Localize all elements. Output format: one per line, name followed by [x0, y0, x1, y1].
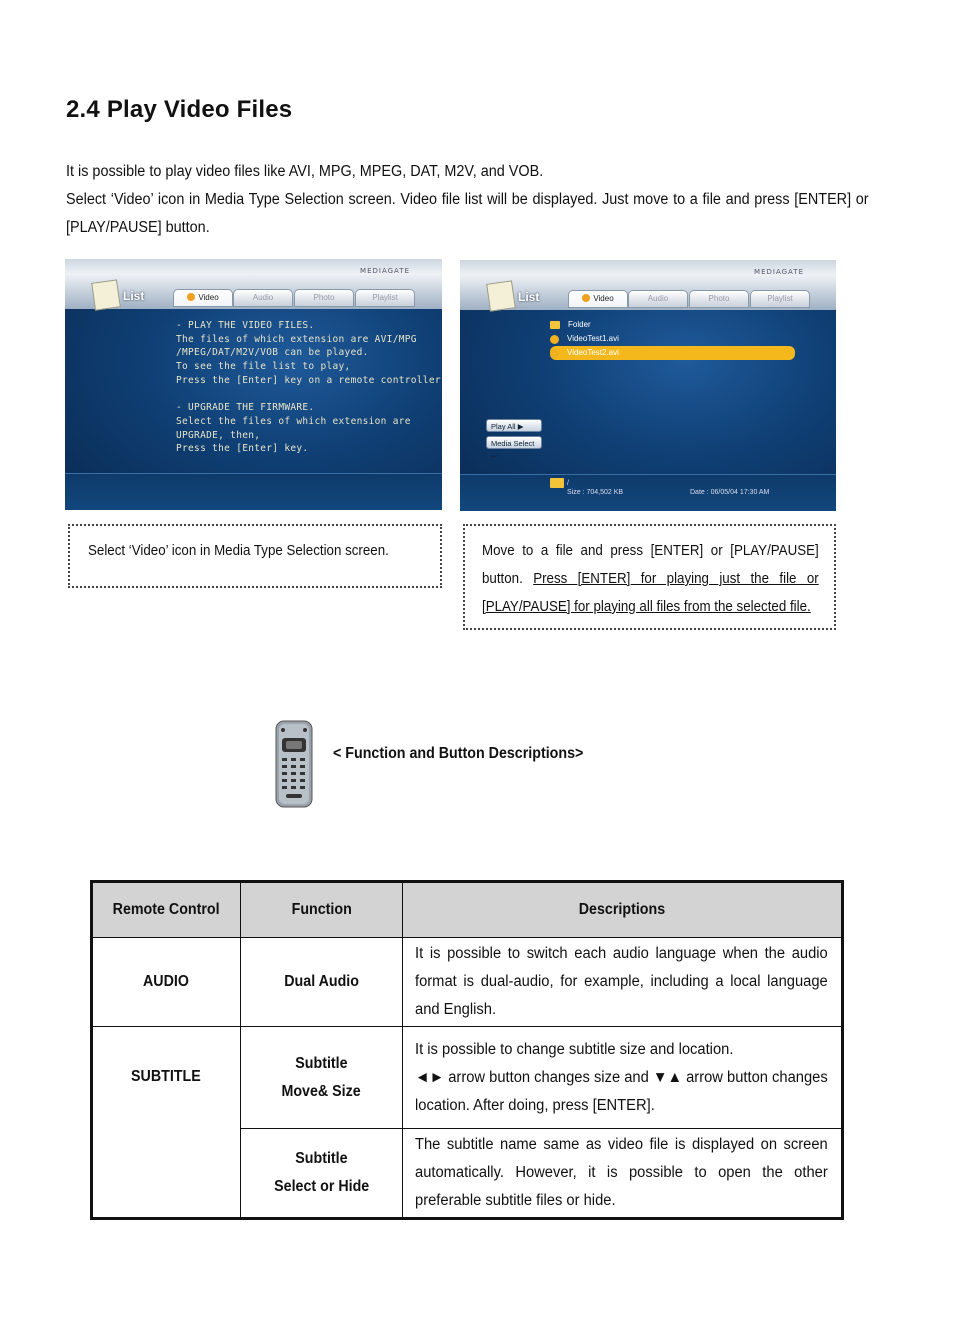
intro-text [66, 158, 869, 242]
video-file-icon [550, 349, 559, 358]
header-remote-control: Remote Control [92, 882, 241, 938]
tab-playlist[interactable]: Playlist [355, 289, 415, 307]
tab-audio[interactable]: Audio [628, 290, 688, 308]
play-all-button[interactable]: Play All ▶ [486, 419, 542, 432]
table-row [92, 1027, 843, 1129]
function-heading: < Function and Button Descriptions> [333, 745, 584, 762]
file-size: Size : 704,502 KB [567, 489, 624, 496]
tab-video[interactable]: Video [173, 289, 233, 307]
function-cell: Dual Audio [240, 938, 403, 1027]
video-icon [187, 293, 195, 301]
list-label: List [518, 290, 540, 304]
brand-logo: MEDIAGATE [360, 267, 410, 275]
list-item-selected[interactable]: VideoTest2.avi [550, 346, 795, 360]
intro-line-2: Select ‘Video’ icon in Media Type Selection screen. Video file list will be displayed. Just move to a file and press [ENTER] or [PLAY/PAUSE] button. [66, 191, 869, 236]
list-item[interactable]: VideoTest1.avi [550, 332, 795, 346]
left-caption [68, 524, 442, 588]
file-date: Date : 06/05/04 17:30 AM [690, 489, 770, 496]
tab-audio[interactable]: Audio [233, 289, 293, 307]
intro-line-1: It is possible to play video files like AVI, MPG, MPEG, DAT, M2V, and VOB. [66, 163, 544, 180]
description-cell: It is possible to change subtitle size and location. ◄► arrow button changes size and ▼▲ arrow button changes location. After doing, press [ENTER]. [403, 1027, 843, 1129]
screen-footer [65, 473, 442, 510]
page-title: 2.4 Play Video Files [66, 96, 293, 123]
video-file-icon [550, 335, 559, 344]
right-caption-underlined: Press [ENTER] for playing just the file or [PLAY/PAUSE] for playing all files from the selected file. [482, 571, 819, 615]
video-icon [582, 294, 590, 302]
function-table [90, 880, 844, 1220]
right-caption-text [482, 537, 819, 621]
video-list-screenshot [460, 260, 836, 511]
video-help-text: - PLAY THE VIDEO FILES. The files of which extension are AVI/MPG /MPEG/DAT/M2V/VOB can be played. To see the file list to play, Press the [Enter] key on a remote controller - UPGRADE THE FIRMWARE. Select the files of which extension are UPGRADE, then, Press the [Enter] key. [176, 320, 441, 455]
remote-cell: SUBTITLE [92, 1027, 241, 1219]
remote-cell: AUDIO [92, 938, 241, 1027]
media-select-button[interactable]: Media Select ↩ [486, 436, 542, 449]
right-caption [463, 524, 836, 630]
video-info-screenshot [65, 259, 442, 510]
file-list [550, 318, 795, 360]
folder-icon [550, 321, 560, 329]
header-function: Function [240, 882, 403, 938]
brand-logo: MEDIAGATE [754, 268, 804, 276]
current-path: / [567, 480, 569, 487]
header-descriptions: Descriptions [403, 882, 843, 938]
tab-photo[interactable]: Photo [689, 290, 749, 308]
tab-photo[interactable]: Photo [294, 289, 354, 307]
function-cell: Subtitle Select or Hide [240, 1129, 403, 1219]
list-note-icon [91, 279, 121, 310]
tab-video[interactable]: Video [568, 290, 628, 308]
tab-playlist[interactable]: Playlist [750, 290, 810, 308]
description-cell: The subtitle name same as video file is displayed on screen automatically. However, it is possible to open the other preferable subtitle files or hide. [403, 1129, 843, 1219]
description-cell: It is possible to switch each audio language when the audio format is dual-audio, for example, including a local language and English. [403, 938, 843, 1027]
list-label: List [123, 289, 145, 303]
screen-footer [460, 474, 836, 511]
table-header-row [92, 882, 843, 938]
right-caption-plain: Move to a file and press [ENTER] or [PLAY/PAUSE] button. [482, 543, 819, 587]
list-item[interactable]: Folder [550, 318, 795, 332]
list-note-icon [486, 280, 516, 311]
left-caption-text: Select ‘Video’ icon in Media Type Selection screen. [88, 543, 389, 559]
table-row [92, 938, 843, 1027]
remote-control-icon [274, 720, 314, 808]
folder-icon [550, 478, 564, 488]
function-cell: Subtitle Move& Size [240, 1027, 403, 1129]
